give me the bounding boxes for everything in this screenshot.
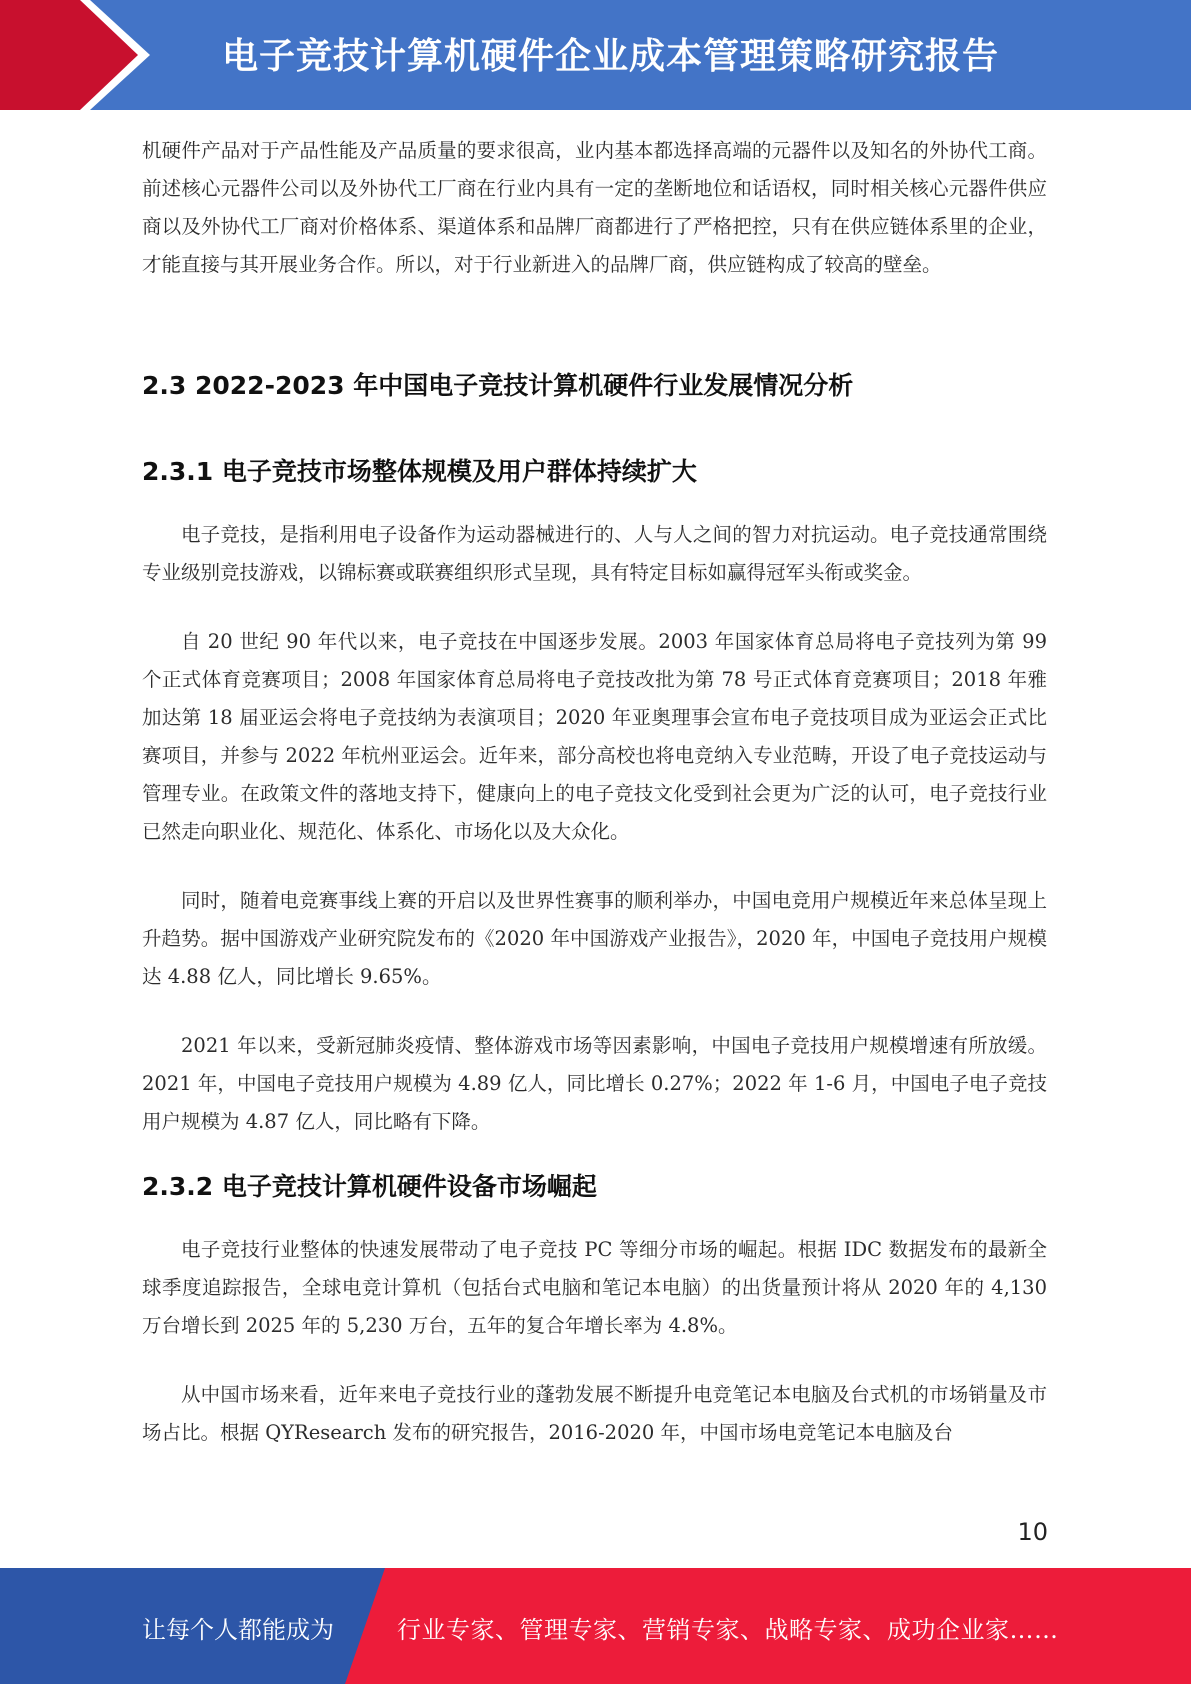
header-arrow-decoration [0, 0, 160, 110]
section-heading-2-3-1: 2.3.1 电子竞技市场整体规模及用户群体持续扩大 [142, 457, 697, 486]
paragraph-esports-history: 自 20 世纪 90 年代以来，电子竞技在中国逐步发展。2003 年国家体育总局将电子竞技列为第 99 个正式体育竞赛项目；2008 年国家体育总局将电子竞技改批为第 78 号正式体育竞赛项目；2018 年雅加达第 18 届亚运会将电子竞技纳为表演项目；2020 年亚奥理事会宣布电子竞技项目成为亚运会正式比赛项目，并参与 2022 年杭州亚运会。近年来，部分高校也将电竞纳入专业范畴，开设了电子竞技运动与管理专业。在政策文件的落地支持下，健康向上的电子竞技文化受到社会更为广泛的认可，电子竞技行业已然走向职业化、规范化、体系化、市场化以及大众化。 [142, 630, 1048, 843]
page-header [0, 0, 1191, 110]
paragraph-user-scale-2021: 2021 年以来，受新冠肺炎疫情、整体游戏市场等因素影响，中国电子竞技用户规模增速有所放缓。2021 年，中国电子竞技用户规模为 4.89 亿人，同比增长 0.27%；2022 年 1-6 月，中国电子电子竞技用户规模为 4.87 亿人，同比略有下降。 [142, 1034, 1047, 1133]
footer-slogan-left: 让每个人都能成为 [142, 1616, 334, 1644]
report-title: 电子竞技计算机硬件企业成本管理策略研究报告 [222, 36, 1000, 77]
intro-paragraph: 机硬件产品对于产品性能及产品质量的要求很高，业内基本都选择高端的元器件以及知名的外协代工商。前述核心元器件公司以及外协代工厂商在行业内具有一定的垄断地位和话语权，同时相关核心元器件供应商以及外协代工厂商对价格体系、渠道体系和品牌厂商都进行了严格把控，只有在供应链体系里的企业，才能直接与其开展业务合作。所以，对于行业新进入的品牌厂商，供应链构成了较高的壁垒。 [142, 139, 1047, 276]
page-footer [0, 1568, 1191, 1684]
section-heading-2-3-2: 2.3.2 电子竞技计算机硬件设备市场崛起 [142, 1172, 597, 1201]
paragraph-global-market: 电子竞技行业整体的快速发展带动了电子竞技 PC 等细分市场的崛起。根据 IDC 数据发布的最新全球季度追踪报告，全球电竞计算机（包括台式电脑和笔记本电脑）的出货量预计将从 2020 年的 4,130 万台增长到 2025 年的 5,230 万台，五年的复合年增长率为 4.8%。 [142, 1238, 1047, 1337]
page-content [142, 132, 1047, 1452]
section-heading-2-3: 2.3 2022-2023 年中国电子竞技计算机硬件行业发展情况分析 [142, 371, 854, 400]
footer-slogan-right: 行业专家、管理专家、营销专家、战略专家、成功企业家…… [397, 1616, 1059, 1644]
page-number: 10 [1017, 1518, 1048, 1546]
paragraph-china-market: 从中国市场来看，近年来电子竞技行业的蓬勃发展不断提升电竞笔记本电脑及台式机的市场销量及市场占比。根据 QYResearch 发布的研究报告，2016-2020 年，中国市场电竞笔记本电脑及台 [142, 1383, 1047, 1444]
paragraph-esports-definition: 电子竞技，是指利用电子设备作为运动器械进行的、人与人之间的智力对抗运动。电子竞技通常围绕专业级别竞技游戏，以锦标赛或联赛组织形式呈现，具有特定目标如赢得冠军头衔或奖金。 [142, 523, 1047, 584]
paragraph-user-scale-2020: 同时，随着电竞赛事线上赛的开启以及世界性赛事的顺利举办，中国电竞用户规模近年来总体呈现上升趋势。据中国游戏产业研究院发布的《2020 年中国游戏产业报告》，2020 年，中国电子竞技用户规模达 4.88 亿人，同比增长 9.65%。 [142, 889, 1047, 988]
